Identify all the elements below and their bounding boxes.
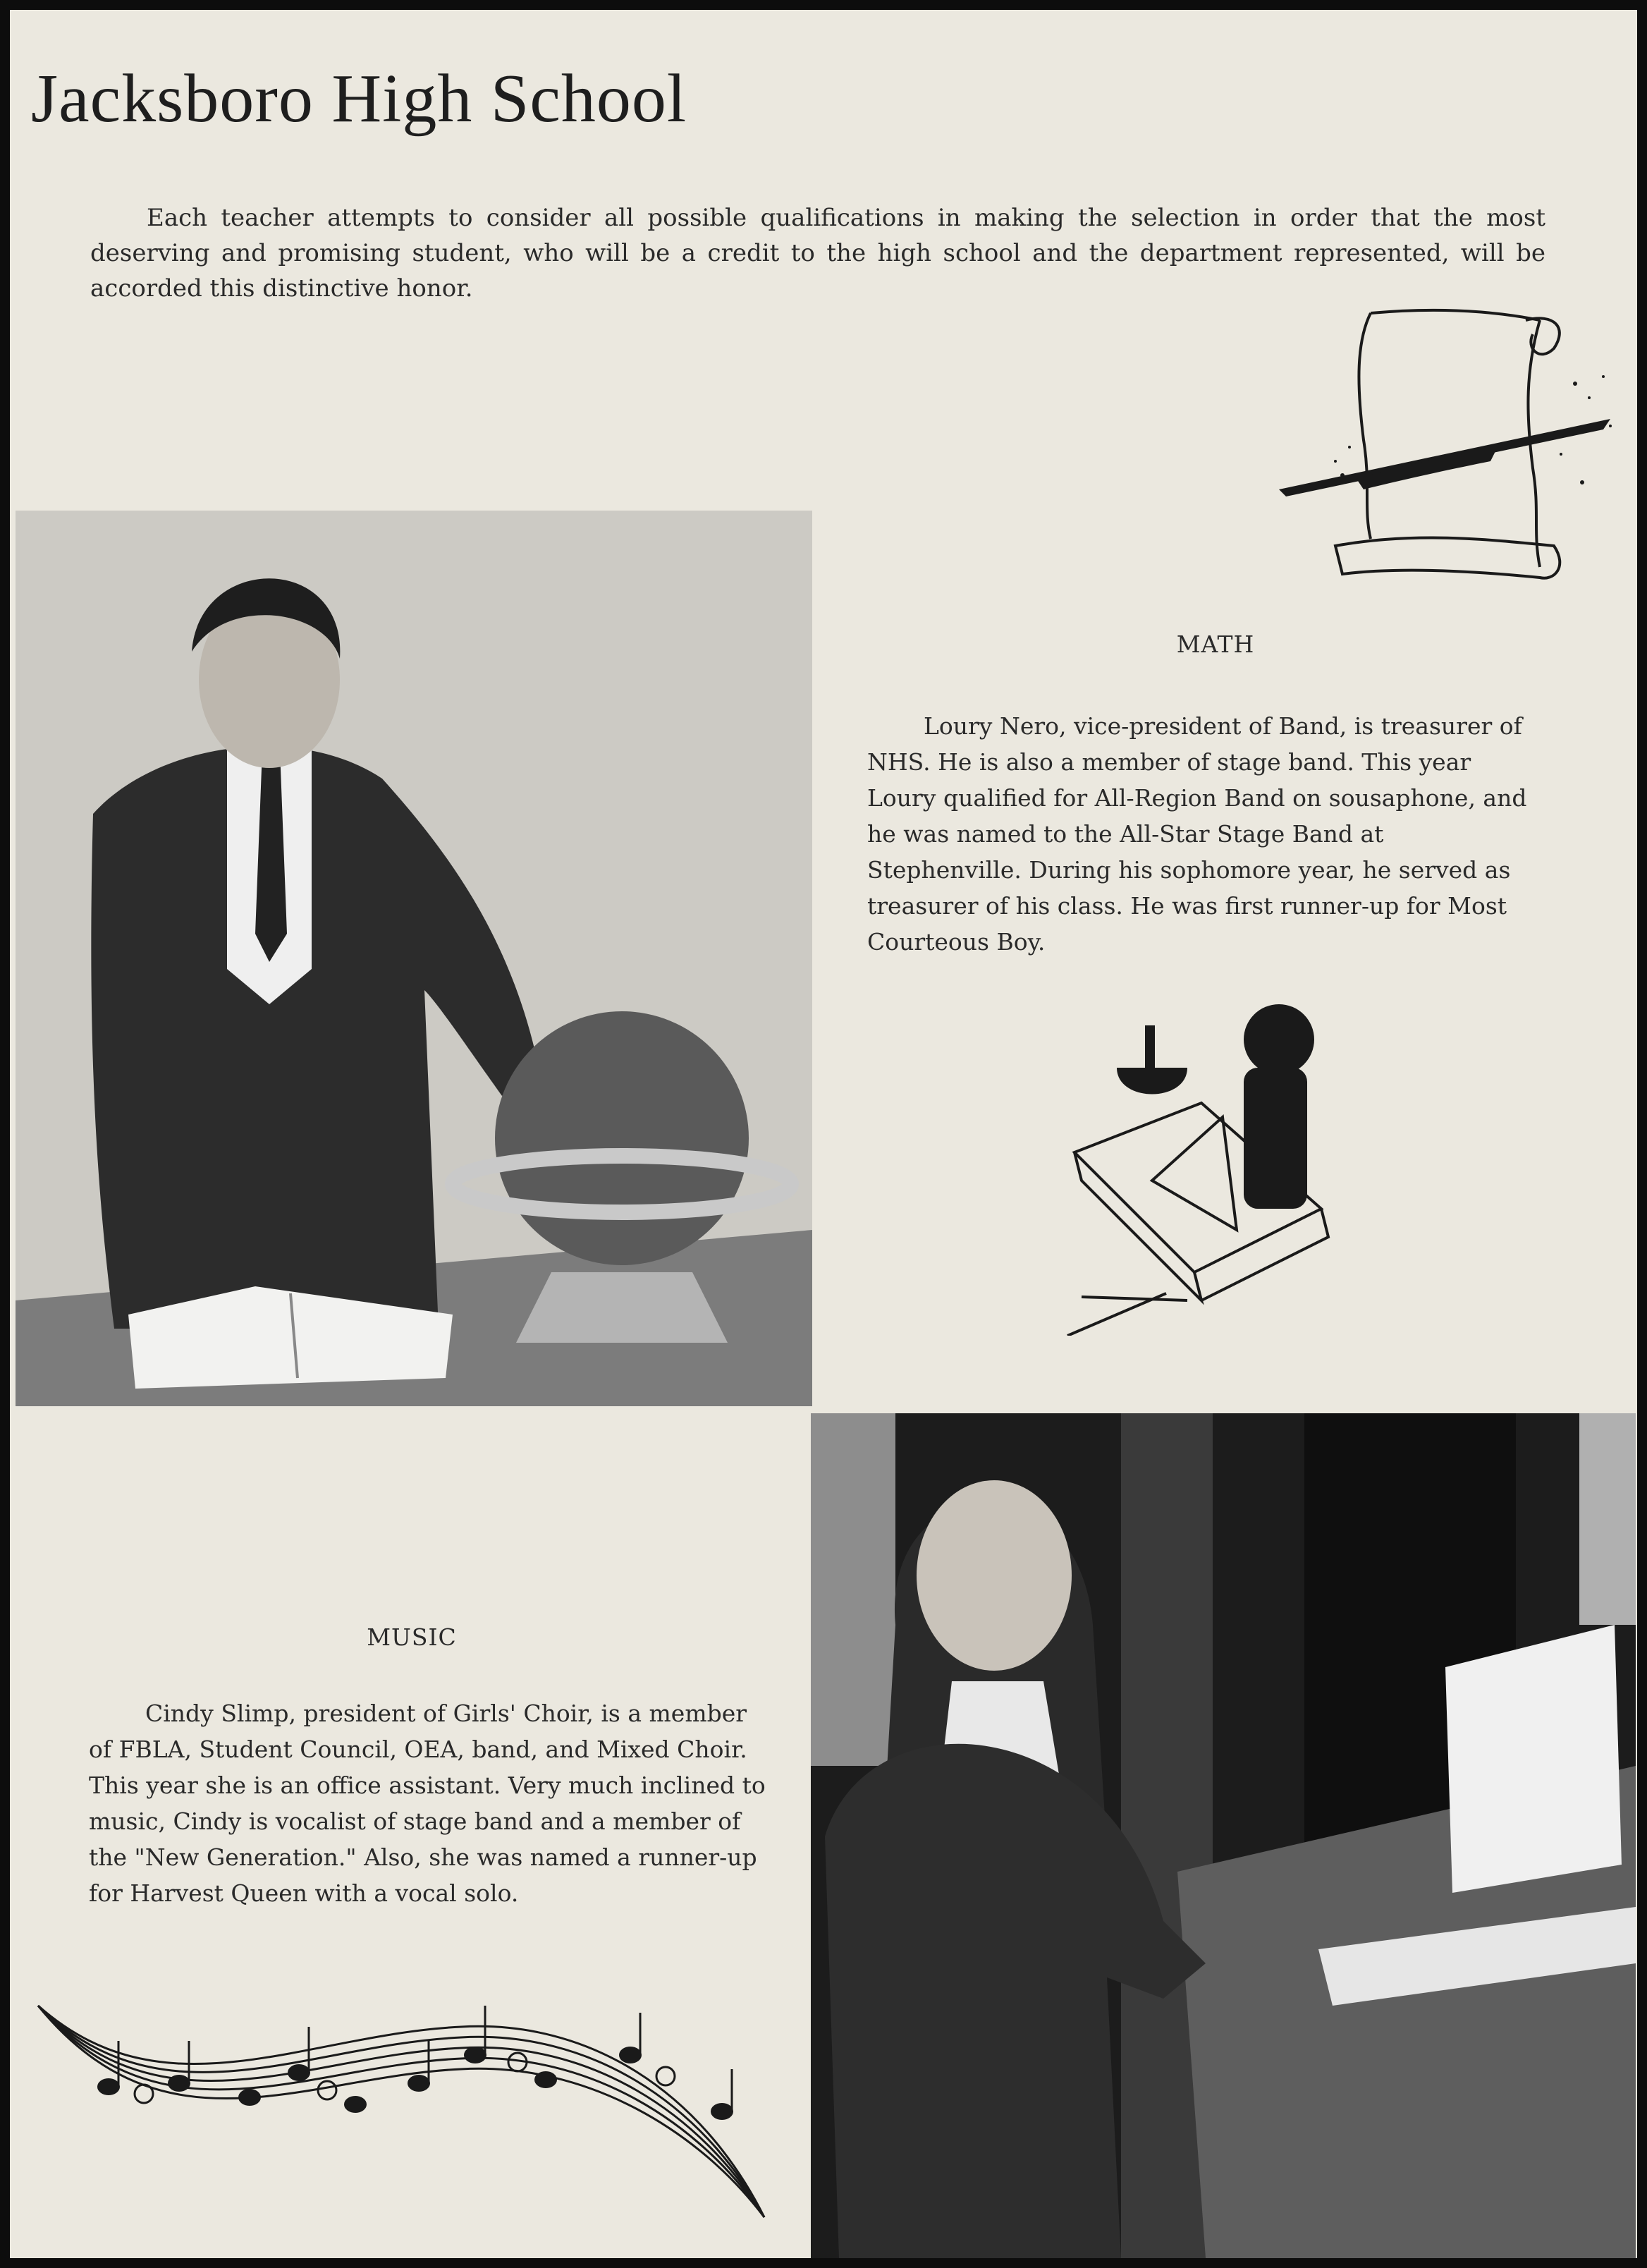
book-and-drafting-tools-icon <box>1060 997 1342 1336</box>
music-bio: Cindy Slimp, president of Girls' Choir, is a member of FBLA, Student Council, OEA, band, and Mixed Choir. This year she is an office assistant. Very much inclined to music, Cindy is vocalist of stage band and a member of the "New Generation." Also, she was named a runner-up for Harvest Queen with a vocal solo. <box>89 1700 766 1907</box>
math-heading: MATH <box>1176 630 1255 658</box>
scroll-and-quill-icon <box>1272 299 1637 595</box>
math-bio: Loury Nero, vice-president of Band, is treasurer of NHS. He is also a member of stage band. This year Loury qualified for All-Region Band on sousaphone, and he was named to the All-Star Stage Band at Stephenville. During his sophomore year, he served as treasurer of his class. He was first runner-up for Most Courteous Boy. <box>867 712 1527 956</box>
page-title: Jacksboro High School <box>31 61 687 137</box>
intro-paragraph: Each teacher attempts to consider all possible qualifications in making the selection in order that the most deserving and promising student, who will be a credit to the high school and the department represented, will be accorded this distinctive honor. <box>90 204 1545 303</box>
music-heading: MUSIC <box>367 1623 457 1651</box>
photo-music-honoree <box>811 1413 1636 2258</box>
music-staff-notes-icon <box>24 1992 778 2224</box>
yearbook-page <box>10 10 1637 2258</box>
photo-math-honoree <box>16 511 812 1406</box>
